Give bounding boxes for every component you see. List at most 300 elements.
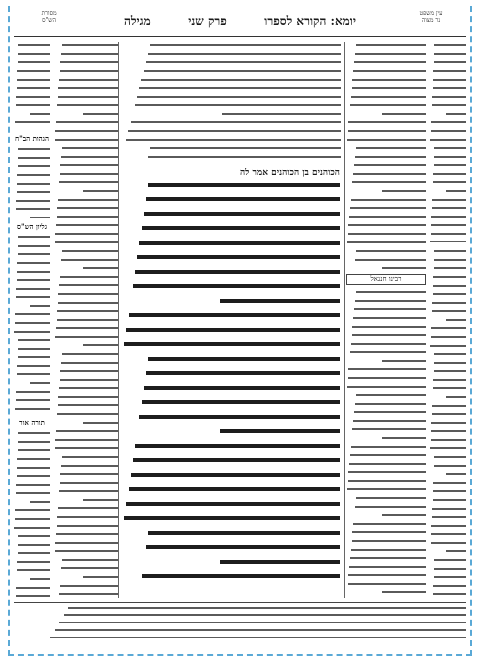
text-line [430,508,466,514]
text-line [430,173,466,179]
text-line [346,156,426,162]
text-line [430,327,466,333]
text-line [54,241,118,247]
text-line [122,487,340,498]
text-line [346,199,426,205]
text-line [14,339,50,345]
text-line [54,516,118,522]
text-line [430,207,466,213]
text-line [430,241,466,242]
text-line [430,113,466,119]
text-line [54,284,118,290]
text-line [14,104,50,110]
text-line [430,285,466,291]
text-line [54,542,118,548]
text-line [14,399,50,405]
text-line [54,173,118,179]
text-line [14,121,50,127]
text-line [54,585,118,591]
text-line [346,360,426,366]
text-line [14,544,50,550]
text-line [54,147,118,153]
text-line [122,299,340,310]
text-line [14,518,50,524]
text-line [122,313,340,324]
rashi-top-column [124,42,341,162]
text-line [430,336,466,342]
text-line [14,262,50,268]
text-line [54,61,118,67]
text-line [14,191,50,197]
text-line [54,439,118,445]
text-line [122,429,340,440]
tosafot-column [54,42,118,598]
text-line [14,44,50,50]
gilyon-label: גליון הש"ס [14,222,50,231]
text-line [54,199,118,205]
text-line [122,226,340,237]
text-line [122,371,340,382]
text-line [14,552,50,558]
text-line [346,480,426,486]
text-line [346,326,426,332]
text-line [124,139,341,145]
text-line [122,328,340,339]
text-line [346,250,426,256]
text-line [14,253,50,259]
left-divider [118,42,119,598]
text-line [430,593,466,598]
text-line [430,439,466,445]
text-line [54,250,118,256]
text-line [14,535,50,541]
page-header [14,8,466,38]
text-line [346,368,426,374]
text-line [54,482,118,488]
text-line [54,302,118,308]
text-line [14,458,50,464]
text-line [122,574,340,585]
text-line [124,44,341,50]
text-line [346,566,426,572]
text-line [54,353,118,359]
text-line [346,523,426,529]
text-line [346,343,426,349]
text-line [54,79,118,85]
text-line [346,394,426,400]
text-line [430,104,466,110]
text-line [14,348,50,354]
text-line [430,181,466,187]
gilyon-column-right [430,248,466,598]
text-line [346,259,426,265]
text-line [14,183,50,189]
text-line [14,61,50,67]
text-line [14,408,50,414]
text-line [124,61,341,67]
text-line [14,87,50,93]
text-line [430,139,466,145]
text-line [54,87,118,93]
text-line [430,87,466,93]
text-line [54,396,118,402]
text-line [346,224,426,230]
text-line [430,473,466,479]
text-line [122,212,340,223]
text-line [430,405,466,411]
rabbeinu-chananel-label: רבינו חננאל [346,274,426,285]
text-line [14,365,50,371]
text-line [14,279,50,285]
text-line [346,514,426,520]
text-line [54,559,118,565]
text-line [430,267,466,273]
text-line [54,576,118,582]
text-line [122,357,340,368]
text-line [346,488,426,494]
text-line [430,447,466,453]
text-line [430,293,466,299]
text-line [346,351,426,357]
text-line [14,475,50,481]
text-line [430,533,466,539]
text-line [430,96,466,102]
text-line [14,208,50,214]
text-line [430,224,466,230]
text-line [346,61,426,67]
text-line [14,587,50,593]
text-line [122,241,340,252]
text-line [346,317,426,323]
text-line [346,497,426,503]
page-label: יומא: הקורא לספרו [264,13,356,28]
text-line [346,583,426,589]
text-line [54,53,118,59]
masoret-hashas-column [14,42,50,130]
text-line [14,288,50,294]
text-line [430,250,466,256]
text-line [346,334,426,340]
text-line [430,121,466,127]
text-line [54,344,118,350]
text-line [54,499,118,505]
running-title [124,12,356,30]
text-line [54,310,118,316]
text-line [122,516,340,527]
text-line [124,130,341,136]
text-line [54,267,118,273]
text-line [346,233,426,239]
text-line [54,216,118,222]
text-line [14,501,50,507]
text-line [430,79,466,85]
text-line [122,444,340,455]
torah-or-label: תורה אור [14,418,50,427]
text-line [346,53,426,59]
text-line [430,396,466,402]
text-line [14,467,50,473]
header-rule [14,36,466,37]
text-line [346,190,426,196]
text-line [14,484,50,490]
text-line [124,96,341,102]
text-line [430,156,466,162]
text-line [54,276,118,282]
text-line [124,121,341,127]
text-line [430,259,466,265]
text-line [124,104,341,110]
text-line [14,331,50,337]
text-line [346,300,426,306]
text-line [54,233,118,239]
text-line [54,207,118,213]
text-line [122,255,340,266]
text-line [122,400,340,411]
text-line [346,420,426,426]
text-line [430,499,466,505]
text-line [14,373,50,379]
text-line [430,490,466,496]
text-line [122,197,340,208]
text-line [54,430,118,436]
text-line [54,293,118,299]
rashi-column-upper [346,42,426,270]
text-line [430,276,466,282]
text-line [346,377,426,383]
text-line [430,542,466,548]
text-line [346,291,426,297]
main-text-opening: הכוהנים בן הכוהנים אמר לה [239,168,340,178]
text-line [122,545,340,556]
left-commentary-block [14,42,118,598]
hagahot-column [14,146,50,218]
text-line [346,446,426,452]
text-line [346,574,426,580]
text-line [14,271,50,277]
text-line [14,607,466,612]
text-line [430,559,466,565]
text-line [122,531,340,542]
text-line [54,404,118,410]
text-line [14,70,50,76]
text-line [122,284,340,295]
text-line [54,525,118,531]
text-line [430,362,466,368]
text-line [54,104,118,110]
text-line [14,157,50,163]
text-line [14,200,50,206]
text-line [54,121,118,127]
text-line [122,560,340,571]
text-line [346,130,426,136]
text-line [54,130,118,136]
text-line [54,70,118,76]
rabbeinu-chananel-column [346,289,426,598]
text-line [430,164,466,170]
text-line [430,147,466,153]
text-line [14,509,50,515]
text-line [14,637,466,641]
text-line [54,567,118,573]
text-line [54,336,118,342]
text-line [14,527,50,533]
text-line [430,310,466,316]
text-line [54,465,118,471]
text-line [346,104,426,110]
text-line [54,139,118,145]
text-line [14,449,50,455]
text-line [346,267,426,270]
text-line [124,79,341,85]
hagahot-label: הגהות הב"ח [14,134,50,143]
text-line [14,296,50,302]
text-line [346,121,426,127]
text-line [430,345,466,351]
text-line [346,540,426,546]
text-line [346,216,426,222]
text-line [430,53,466,59]
text-line [124,113,341,119]
text-line [346,454,426,460]
text-line [54,44,118,50]
text-line [122,270,340,281]
text-line [122,183,340,194]
gilyon-column [14,234,50,414]
text-line [346,386,426,392]
text-line [14,236,50,242]
text-line [14,96,50,102]
text-line [430,199,466,205]
text-line [346,403,426,409]
text-line [14,432,50,438]
text-line [346,531,426,537]
text-line [14,391,50,397]
text-line [54,319,118,325]
text-line [430,456,466,462]
text-line [430,61,466,67]
text-line [346,139,426,145]
text-line [54,181,118,187]
text-line [14,165,50,171]
text-line [346,241,426,247]
text-line [54,259,118,265]
text-line [124,147,341,153]
text-line [430,130,466,136]
text-line [54,490,118,496]
text-line [54,379,118,385]
text-line [54,96,118,102]
text-line [346,96,426,102]
text-line [14,622,466,627]
text-line [54,507,118,513]
text-line [122,473,340,484]
text-line [54,362,118,368]
text-line [14,595,50,598]
tractate-label: מגילה [124,13,151,28]
text-line [430,319,466,325]
text-line [430,70,466,76]
text-line [14,382,50,388]
text-line [14,356,50,362]
text-line [430,387,466,393]
text-line [14,561,50,567]
talmud-page [14,8,466,644]
text-line [54,370,118,376]
text-line [346,173,426,179]
text-line [122,458,340,469]
text-line [54,473,118,479]
right-commentary-block [346,42,466,598]
masoret-header: מסורת הש"ס [41,10,57,24]
text-line [346,437,426,443]
text-line [346,463,426,469]
gemara-main-text [122,168,340,588]
text-line [124,156,341,162]
text-line [54,190,118,196]
text-line [14,629,466,634]
text-line [346,471,426,477]
text-line [346,181,426,187]
text-line [430,353,466,359]
text-line [14,245,50,251]
text-line [54,447,118,453]
text-line [14,305,50,311]
text-line [346,308,426,314]
text-line [346,428,426,434]
text-line [346,147,426,153]
text-line [346,506,426,512]
text-line [54,422,118,428]
text-line [122,502,340,513]
text-line [14,217,50,218]
text-line [430,370,466,376]
page-footnotes [14,602,466,641]
text-line [124,87,341,93]
text-line [430,525,466,531]
text-line [346,411,426,417]
torah-or-column [14,430,50,598]
text-line [430,585,466,591]
text-line [346,591,426,597]
text-line [14,322,50,328]
text-line [430,422,466,428]
text-line [14,313,50,319]
text-line [430,430,466,436]
text-line [124,53,341,59]
text-line [346,549,426,555]
text-line [346,113,426,119]
text-line [54,456,118,462]
text-line [430,482,466,488]
text-line [430,568,466,574]
text-line [346,164,426,170]
text-line [122,386,340,397]
chapter-label: פרק שני [188,13,227,28]
text-line [122,415,340,426]
text-line [14,614,466,619]
text-line [54,327,118,333]
text-line [14,148,50,154]
text-line [122,342,340,353]
text-line [54,413,118,419]
text-line [54,224,118,230]
text-line [430,550,466,556]
text-line [54,593,118,598]
text-line [54,113,118,119]
text-line [14,569,50,575]
text-line [430,413,466,419]
text-line [430,379,466,385]
